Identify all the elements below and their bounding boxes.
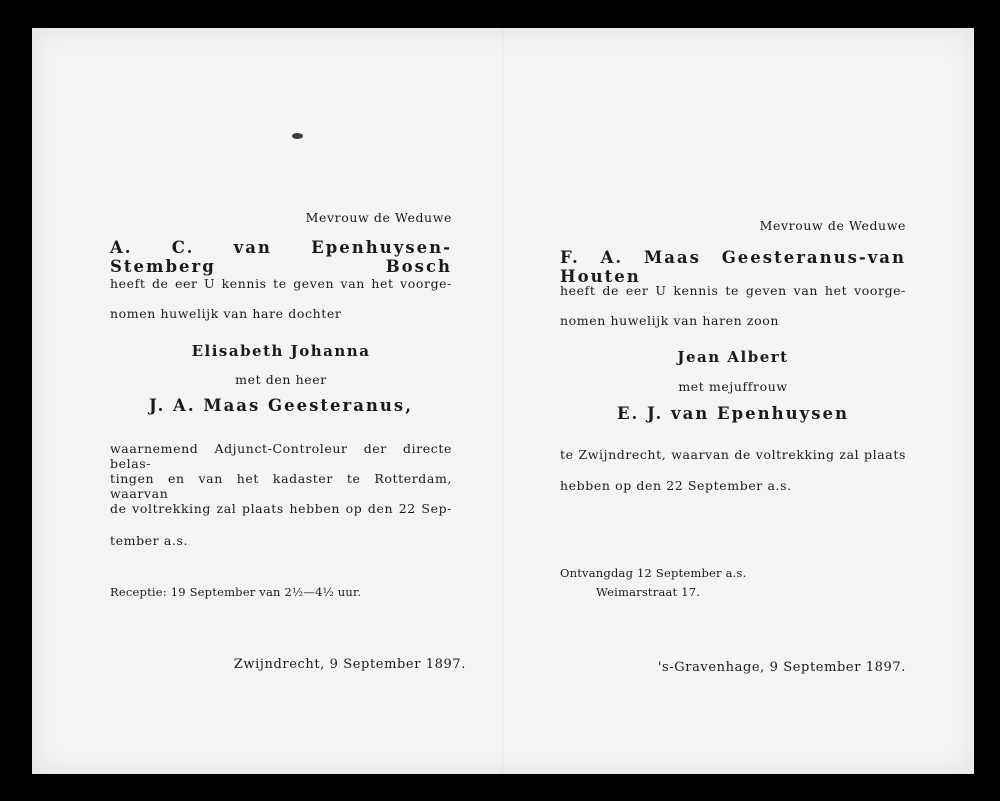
right-body-line-2: nomen huwelijk van haren zoon <box>560 313 779 328</box>
left-detail-line-3: de voltrekking zal plaats hebben op den 22 Sep- <box>110 501 452 516</box>
right-place-date: 's-Gravenhage, 9 September 1897. <box>657 660 906 675</box>
left-groom-name: J. A. Maas Geesteranus, <box>149 396 413 415</box>
right-salutation: Mevrouw de Weduwe <box>759 218 906 233</box>
right-sender-name: F. A. Maas Geesteranus-van Houten <box>560 248 906 286</box>
right-body-line-1: heeft de eer U kennis te geven van het voorge- <box>560 283 906 298</box>
left-reception: Receptie: 19 September van 2½—4½ uur. <box>110 585 362 599</box>
right-groom-name: Jean Albert <box>677 348 789 366</box>
right-reception-day: Ontvangdag 12 September a.s. <box>560 566 747 580</box>
left-body-line-2: nomen huwelijk van hare dochter <box>110 306 342 321</box>
left-detail-line-1: waarnemend Adjunct-Controleur der directe belas- <box>110 441 452 471</box>
right-bride-name: E. J. van Epenhuysen <box>616 404 850 423</box>
left-body-line-1: heeft de eer U kennis te geven van het voorge- <box>110 276 452 291</box>
left-place-date: Zwijndrecht, 9 September 1897. <box>233 657 466 672</box>
left-bride-name: Elisabeth Johanna <box>191 342 371 360</box>
right-reception-address: Weimarstraat 17. <box>596 585 701 599</box>
left-salutation: Mevrouw de Weduwe <box>305 210 452 225</box>
right-with-text: met mejuffrouw <box>678 379 788 394</box>
left-with-text: met den heer <box>235 372 327 387</box>
ink-spot <box>292 133 303 139</box>
left-detail-line-4: tember a.s. <box>110 533 189 548</box>
right-detail-line-2: hebben op den 22 September a.s. <box>560 478 792 493</box>
left-sender-name: A. C. van Epenhuysen-Stemberg Bosch <box>110 238 452 276</box>
announcement-card <box>32 28 974 774</box>
left-detail-line-2: tingen en van het kadaster te Rotterdam, waarvan <box>110 471 452 501</box>
right-detail-line-1: te Zwijndrecht, waarvan de voltrekking zal plaats <box>560 447 906 462</box>
